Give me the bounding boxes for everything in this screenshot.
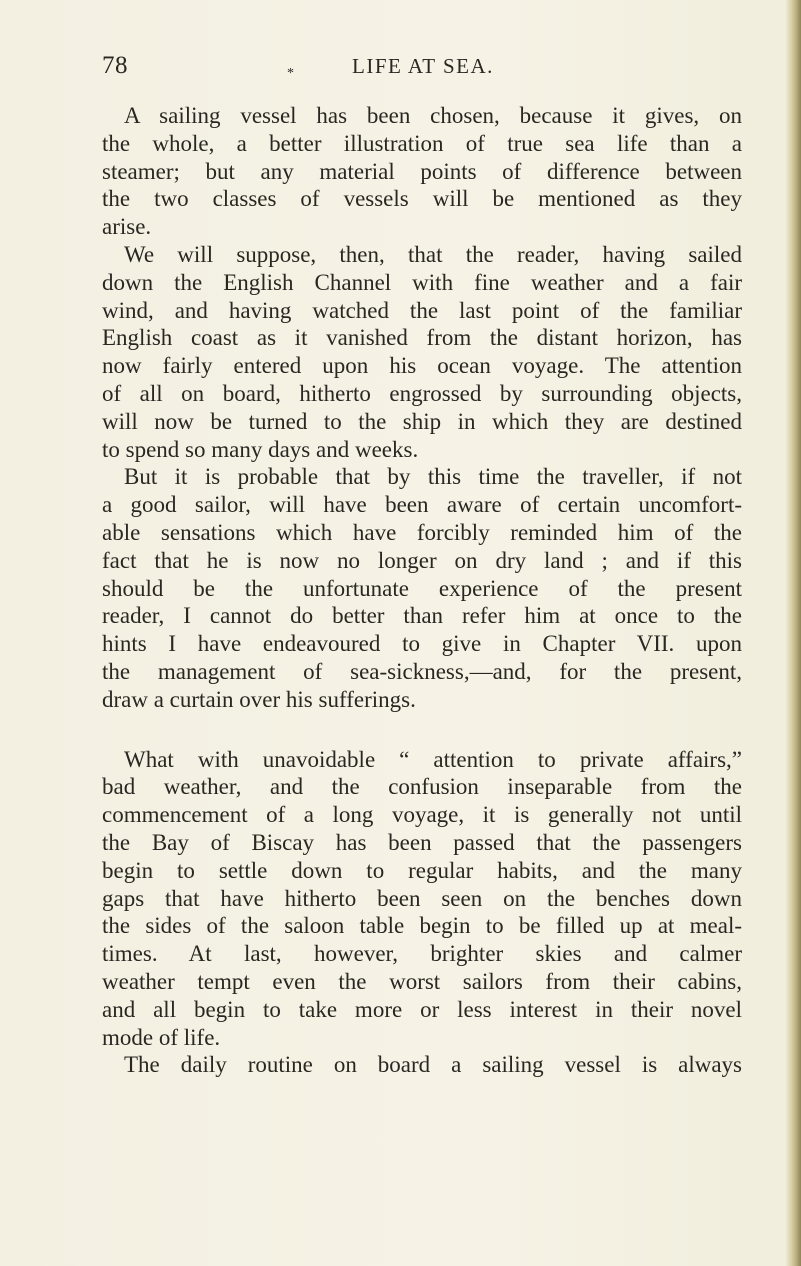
text-line: begin to settle down to regular habits, and the many: [102, 857, 742, 883]
text-line: will now be turned to the ship in which they are destined: [102, 408, 742, 434]
text-line: of all on board, hitherto engrossed by surrounding objects,: [102, 380, 742, 406]
text-line: gaps that have hitherto been seen on the benches down: [102, 885, 742, 911]
text-line: What with unavoidable “ attention to private affairs,”: [124, 746, 742, 772]
text-line: We will suppose, then, that the reader, having sailed: [124, 241, 742, 267]
text-line: wind, and having watched the last point of the familiar: [102, 297, 742, 323]
text-line: English coast as it vanished from the distant horizon, has: [102, 325, 742, 351]
text-line: reader, I cannot do better than refer him at once to the: [102, 603, 742, 629]
page-edge-shadow: [785, 0, 801, 1266]
text-line: the management of sea-sickness,—and, for the present,: [102, 658, 742, 684]
text-line: mode of life.: [102, 1024, 221, 1050]
text-line: But it is probable that by this time the traveller, if not: [124, 464, 742, 490]
text-line: draw a curtain over his sufferings.: [102, 686, 416, 712]
running-head: LIFE AT SEA.: [352, 54, 494, 78]
text-line: down the English Channel with fine weather and a fair: [102, 269, 742, 295]
text-line: weather tempt even the worst sailors from their cabins,: [102, 968, 742, 994]
text-line: and all begin to take more or less interest in their novel: [102, 996, 742, 1022]
text-line: should be the unfortunate experience of the present: [102, 575, 742, 601]
text-line: steamer; but any material points of difference between: [102, 158, 742, 184]
page-number: 78: [102, 52, 128, 79]
text-line: a good sailor, will have been aware of certain uncomfort-: [102, 492, 742, 518]
text-line: commencement of a long voyage, it is generally not until: [102, 802, 742, 828]
body-text: [102, 102, 742, 1079]
text-line: the sides of the saloon table begin to be filled up at meal-: [102, 913, 742, 939]
text-line: The daily routine on board a sailing vessel is always: [124, 1052, 742, 1078]
text-line: times. At last, however, brighter skies and calmer: [102, 941, 742, 967]
text-line: A sailing vessel has been chosen, because it gives, on: [124, 103, 742, 128]
text-line: fact that he is now no longer on dry land ; and if this: [102, 547, 742, 573]
text-line: now fairly entered upon his ocean voyage. The attention: [102, 353, 742, 379]
text-line: to spend so many days and weeks.: [102, 436, 419, 462]
section-break: [102, 714, 742, 746]
printer-mark: *: [287, 66, 294, 81]
text-line: hints I have endeavoured to give in Chapter VII. upon: [102, 631, 742, 657]
text-line: arise.: [102, 214, 152, 240]
page-header: [102, 52, 742, 82]
text-line: the whole, a better illustration of true sea life than a: [102, 130, 742, 156]
text-line: bad weather, and the confusion inseparable from the: [102, 774, 742, 800]
text-line: the Bay of Biscay has been passed that the passengers: [102, 829, 742, 855]
text-line: the two classes of vessels will be mentioned as they: [102, 186, 742, 212]
text-line: able sensations which have forcibly reminded him of the: [102, 519, 742, 545]
